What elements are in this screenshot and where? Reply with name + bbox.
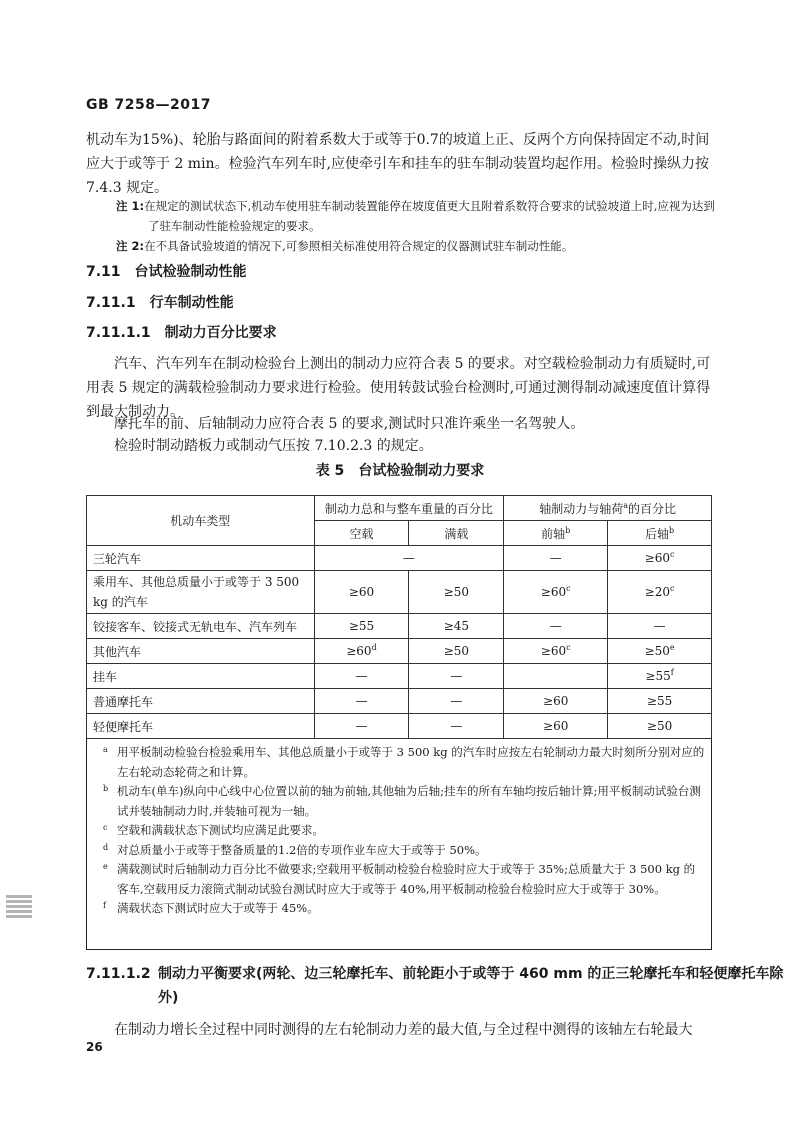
full-load-cell: — — [409, 714, 504, 739]
table-footnotes — [86, 737, 712, 950]
section-7-11-1-heading — [86, 292, 234, 312]
full-load-cell: — — [409, 689, 504, 714]
scan-artifact — [6, 895, 32, 923]
section-title: 行车制动性能 — [149, 295, 234, 311]
footnote-text: 空载和满载状态下测试均应满足此要求。 — [117, 823, 324, 837]
footnote-mark: c — [566, 584, 571, 593]
rear-axle-cell: ≥55 — [608, 689, 712, 714]
header-rear-axle: 后轴$^b$ — [608, 521, 712, 546]
body-paragraph-1: 汽车、汽车列车在制动检验台上测出的制动力应符合表 5 的要求。对空载检验制动力有质疑时,可用表 5 规定的满载检验制动力要求进行检验。使用转鼓试验台检测时,可通过测得制动减速度值计算得到最大制动力。 — [86, 356, 711, 420]
body-paragraph-3: 检验时制动踏板力或制动气压按 7.10.2.3 的规定。 — [114, 438, 433, 454]
header-vehicle-type: 机动车类型 — [87, 496, 315, 546]
footnote-mark: e — [669, 643, 675, 652]
footnote-mark: c — [103, 823, 108, 832]
note-1 — [116, 196, 716, 236]
header-empty-load: 空载 — [314, 521, 409, 546]
front-axle-cell: $\ge 60^c$ — [504, 639, 608, 664]
full-load-cell: — — [409, 664, 504, 689]
header-full-load: 满载 — [409, 521, 504, 546]
empty-load-cell: — — [314, 714, 409, 739]
total-percentage-cell: — — [314, 546, 504, 571]
section-7-11-1-1-heading — [86, 322, 277, 342]
footnote-b — [93, 782, 705, 821]
section-title: 制动力百分比要求 — [164, 325, 277, 341]
front-axle-cell — [504, 664, 608, 689]
footnote-d — [93, 841, 705, 861]
footnote-mark: a — [623, 500, 629, 510]
empty-load-cell: $\ge 60^d$ — [314, 639, 409, 664]
note-1-text: 在规定的测试状态下,机动车使用驻车制动装置能停在坡度值更大且附着系数符合要求的试验坡道上时,应视为达到了驻车制动性能检验规定的要求。 — [144, 199, 715, 233]
footnote-mark: c — [669, 550, 675, 559]
front-axle-cell: $\ge 60^c$ — [504, 571, 608, 614]
front-axle-cell: ≥60 — [504, 714, 608, 739]
note-2-label: 注 2: — [116, 239, 145, 253]
vehicle-type-cell: 三轮汽车 — [87, 546, 315, 571]
table-row — [87, 614, 712, 639]
table-row — [87, 639, 712, 664]
table-row — [87, 689, 712, 714]
vehicle-type-cell: 轻便摩托车 — [87, 714, 315, 739]
footnote-e — [93, 860, 705, 899]
footnote-mark: d — [371, 643, 377, 652]
footnote-text: 满载状态下测试时应大于或等于 45%。 — [117, 901, 319, 915]
footnote-text: 用平板制动检验台检验乘用车、其他总质量小于或等于 3 500 kg 的汽车时应按左右轮制动力最大时刻所分别对应的左右轮动态轮荷之和计算。 — [117, 745, 705, 779]
full-load-cell: ≥50 — [409, 639, 504, 664]
footnote-text: 满载测试时后轴制动力百分比不做要求;空载用平板制动检验台检验时应大于或等于 35%;总质量大于 3 500 kg 的客车,空载用反力滚筒式制动试验台测试时应大于或等于 40%,用平板制动检验台检验时应大于或等于 30%。 — [117, 862, 696, 896]
section-number: 7.11 — [86, 264, 121, 280]
footnote-mark: f — [670, 668, 674, 677]
header-axle-brake-percentage — [504, 496, 712, 521]
standard-number-header: GB 7258—2017 — [86, 97, 211, 113]
full-load-cell: ≥45 — [409, 614, 504, 639]
rear-axle-cell: — — [608, 614, 712, 639]
rear-axle-cell: $\ge 50^e$ — [608, 639, 712, 664]
footnote-mark: c — [669, 584, 675, 593]
front-axle-cell: ≥60 — [504, 689, 608, 714]
front-axle-cell: — — [504, 614, 608, 639]
footnote-c — [93, 821, 705, 841]
section-7-11-1-2-heading — [86, 962, 786, 1010]
vehicle-type-cell: 挂车 — [87, 664, 315, 689]
vehicle-type-cell: 其他汽车 — [87, 639, 315, 664]
table-row — [87, 714, 712, 739]
empty-load-cell: — — [314, 689, 409, 714]
footnote-f — [93, 899, 705, 919]
table-row — [87, 571, 712, 614]
table-row — [87, 546, 712, 571]
rear-axle-cell: $\ge 55^f$ — [608, 664, 712, 689]
page-number: 26 — [86, 1040, 103, 1054]
note-2 — [116, 236, 716, 256]
header-axle-pre: 轴制动力与轴荷 — [539, 501, 624, 516]
header-axle-post: 的百分比 — [628, 501, 677, 516]
footnote-text: 机动车(单车)纵向中心线中心位置以前的轴为前轴,其他轴为后轴;挂车的所有车轴均按后轴计算;用平板制动试验台测试并装轴制动力时,并装轴可视为一轴。 — [117, 784, 701, 818]
note-2-text: 在不具备试验坡道的情况下,可参照相关标准使用符合规定的仪器测试驻车制动性能。 — [144, 239, 574, 253]
full-load-cell: ≥50 — [409, 571, 504, 614]
footnote-text: 对总质量小于或等于整备质量的1.2倍的专项作业车应大于或等于 50%。 — [117, 842, 487, 857]
footnote-mark: f — [103, 901, 106, 910]
note-1-label: 注 1: — [116, 199, 145, 213]
footnote-mark: b — [565, 525, 571, 535]
footnote-mark: a — [103, 745, 108, 754]
table-number: 表 5 — [315, 463, 345, 479]
footnote-mark: c — [566, 643, 571, 652]
rear-axle-cell: ≥50 — [608, 714, 712, 739]
rear-axle-cell: $\ge 60^c$ — [608, 546, 712, 571]
vehicle-type-cell: 乘用车、其他总质量小于或等于 3 500 kg 的汽车 — [87, 571, 315, 614]
footnote-mark: e — [103, 862, 108, 871]
footnote-mark: b — [103, 784, 109, 793]
brake-force-table — [86, 495, 712, 739]
section-title: 台试检验制动性能 — [134, 264, 247, 280]
footnote-a — [93, 743, 705, 782]
front-axle-cell: — — [504, 546, 608, 571]
section-number: 7.11.1.1 — [86, 325, 151, 341]
rear-axle-cell: $\ge 20^c$ — [608, 571, 712, 614]
body-paragraph-4: 在制动力增长全过程中同时测得的左右轮制动力差的最大值,与全过程中测得的该轴左右轮最大 — [114, 1022, 693, 1038]
section-title: 制动力平衡要求(两轮、边三轮摩托车、前轮距小于或等于 460 mm 的正三轮摩托车和轻便摩托车除外) — [158, 966, 784, 1006]
vehicle-type-cell: 普通摩托车 — [87, 689, 315, 714]
section-number: 7.11.1.2 — [86, 966, 151, 982]
table-title: 台试检验制动力要求 — [358, 463, 485, 479]
vehicle-type-cell: 铰接客车、铰接式无轨电车、汽车列车 — [87, 614, 315, 639]
header-total-brake-percentage: 制动力总和与整车重量的百分比 — [314, 496, 504, 521]
empty-load-cell: ≥60 — [314, 571, 409, 614]
empty-load-cell: — — [314, 664, 409, 689]
footnote-mark: b — [669, 525, 675, 535]
table-row — [87, 664, 712, 689]
empty-load-cell: ≥55 — [314, 614, 409, 639]
table-caption — [0, 460, 800, 480]
section-number: 7.11.1 — [86, 295, 136, 311]
intro-paragraph: 机动车为15%)、轮胎与路面间的附着系数大于或等于0.7的坡道上正、反两个方向保持固定不动,时间应大于或等于 2 min。检验汽车列车时,应使牵引车和挂车的驻车制动装置均起作用。检验时操纵力按 7.4.3 规定。 — [86, 132, 710, 196]
footnote-mark: d — [103, 842, 109, 852]
section-7-11-heading — [86, 261, 247, 281]
header-front-axle: 前轴$^b$ — [504, 521, 608, 546]
body-paragraph-2: 摩托车的前、后轴制动力应符合表 5 的要求,测试时只准许乘坐一名驾驶人。 — [114, 416, 585, 432]
